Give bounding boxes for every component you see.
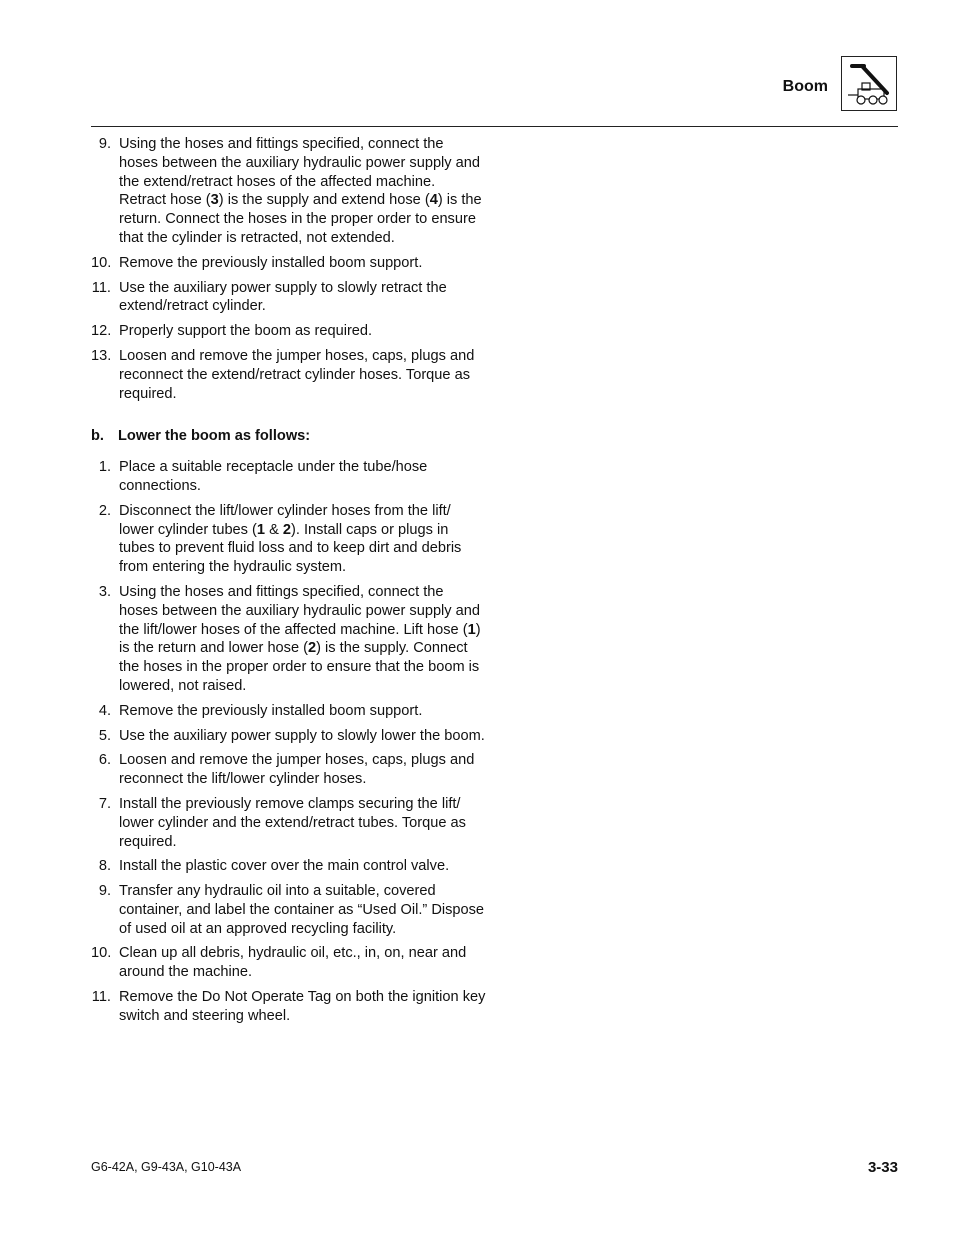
- step-text: Place a suitable receptacle under the tube/hose connections.: [119, 459, 428, 494]
- step-number: 7.: [98, 795, 111, 812]
- section-heading: [91, 427, 486, 446]
- step-text: Use the auxiliary power supply to slowly retract the extend/retract cylinder.: [119, 279, 447, 315]
- list-item: [91, 254, 486, 273]
- step-text: Transfer any hydraulic oil into a suitable, covered container, and label the container as “Used Oil.” Dispose of used oil at an approved recycling facility.: [119, 883, 485, 937]
- list-item: [91, 135, 486, 248]
- list-item: [91, 751, 486, 789]
- step-number: 10.: [91, 945, 112, 962]
- steps-list-b: [91, 458, 486, 1026]
- step-number: 11.: [91, 279, 111, 296]
- list-item: [91, 458, 486, 496]
- steps-list-a: [91, 135, 486, 403]
- step-text: Remove the previously installed boom support.: [119, 254, 423, 271]
- list-item: [91, 347, 486, 403]
- page-number: 3-33: [867, 1159, 898, 1176]
- list-item: [91, 583, 486, 696]
- list-item: [91, 502, 486, 577]
- footer-models: G6-42A, G9-43A, G10-43A: [91, 1160, 242, 1174]
- list-item: [91, 279, 486, 317]
- list-item: [91, 882, 486, 938]
- step-text: Properly support the boom as required.: [119, 323, 373, 340]
- step-text: Loosen and remove the jumper hoses, caps, plugs and reconnect the lift/lower cylinder hoses.: [119, 752, 475, 788]
- header-rule: [91, 126, 898, 127]
- step-text: Remove the previously installed boom support.: [119, 702, 423, 719]
- list-item: [91, 727, 486, 746]
- step-text: Install the previously remove clamps securing the lift/ lower cylinder and the extend/retract tubes. Torque as required.: [119, 795, 466, 850]
- section-title: Lower the boom as follows:: [118, 428, 311, 445]
- step-text: Loosen and remove the jumper hoses, caps, plugs and reconnect the extend/retract cylinder hoses. Torque as required.: [119, 347, 475, 402]
- list-item: [91, 322, 486, 341]
- step-number: 4.: [98, 702, 111, 719]
- step-number: 9.: [98, 136, 111, 152]
- step-number: 6.: [98, 752, 111, 769]
- main-content: [91, 135, 486, 1032]
- step-text: Install the plastic cover over the main control valve.: [119, 858, 450, 875]
- list-item: [91, 702, 486, 721]
- step-text: Clean up all debris, hydraulic oil, etc., in, on, near and around the machine.: [119, 945, 467, 981]
- step-text: Using the hoses and fittings specified, connect the hoses between the auxiliary hydraulic power supply and the lift/lower hoses of the affected machine. Lift hose (1) is the return and lower hose (2) is the supply. Connect the hoses in the proper order to ensure that the boom is lowered, not raised.: [119, 583, 481, 694]
- list-item: [91, 795, 486, 851]
- list-item: [91, 988, 486, 1026]
- step-number: 11.: [91, 989, 111, 1006]
- step-number: 10.: [91, 254, 112, 271]
- boom-machine-icon: [841, 56, 897, 111]
- step-number: 2.: [98, 502, 111, 519]
- step-text: Remove the Do Not Operate Tag on both the ignition key switch and steering wheel.: [119, 989, 486, 1024]
- list-item: [91, 857, 486, 876]
- step-text: Using the hoses and fittings specified, connect the hoses between the auxiliary hydraulic power supply and the extend/retract hoses of the affected machine. Retract hose (3) is the supply and extend hose (4) is the return. Connect the hoses in the proper order to ensure that the cylinder is retracted, not extended.: [119, 136, 482, 246]
- step-text: Use the auxiliary power supply to slowly lower the boom.: [119, 727, 485, 744]
- step-number: 1.: [98, 459, 111, 476]
- section-letter: b.: [91, 428, 104, 445]
- step-number: 8.: [98, 858, 111, 875]
- step-number: 9.: [98, 883, 111, 900]
- step-number: 5.: [98, 727, 111, 744]
- list-item: [91, 944, 486, 982]
- step-number: 3.: [98, 583, 111, 600]
- step-number: 13.: [91, 347, 112, 364]
- page-header-title: Boom: [782, 78, 828, 95]
- step-number: 12.: [91, 323, 112, 340]
- step-text: Disconnect the lift/lower cylinder hoses from the lift/ lower cylinder tubes (1 & 2). Install caps or plugs in tubes to prevent fluid loss and to keep dirt and debris from entering the hydraulic system.: [119, 502, 462, 576]
